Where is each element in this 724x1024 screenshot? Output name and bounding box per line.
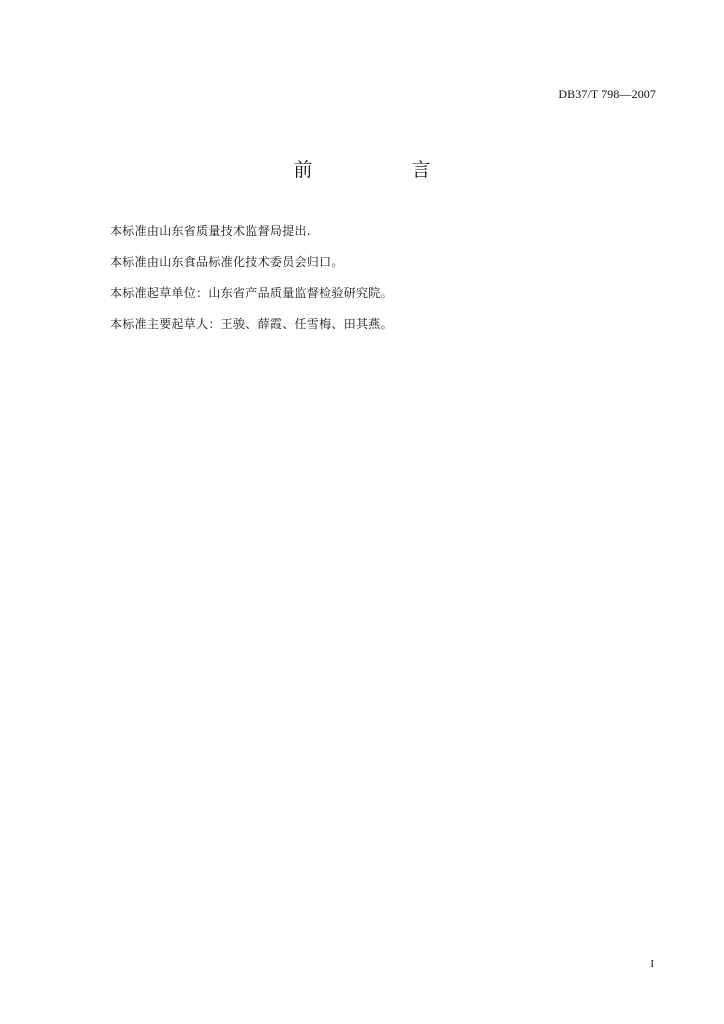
page-title: 前 言 — [293, 159, 471, 181]
paragraph-administration: 本标准由山东食品标准化技术委员会归口。 — [110, 255, 344, 269]
paragraph-drafters: 本标准主要起草人：王骏、薛霞、任雪梅、田其燕。 — [110, 317, 393, 331]
foreword-body — [110, 224, 630, 348]
standard-code: DB37/T 798—2007 — [558, 87, 656, 101]
paragraph-drafting-unit: 本标准起草单位：山东省产品质量监督检验研究院。 — [110, 286, 393, 300]
page-number: I — [650, 958, 654, 970]
paragraph-proposer: 本标准由山东省质量技术监督局提出. — [110, 224, 311, 238]
